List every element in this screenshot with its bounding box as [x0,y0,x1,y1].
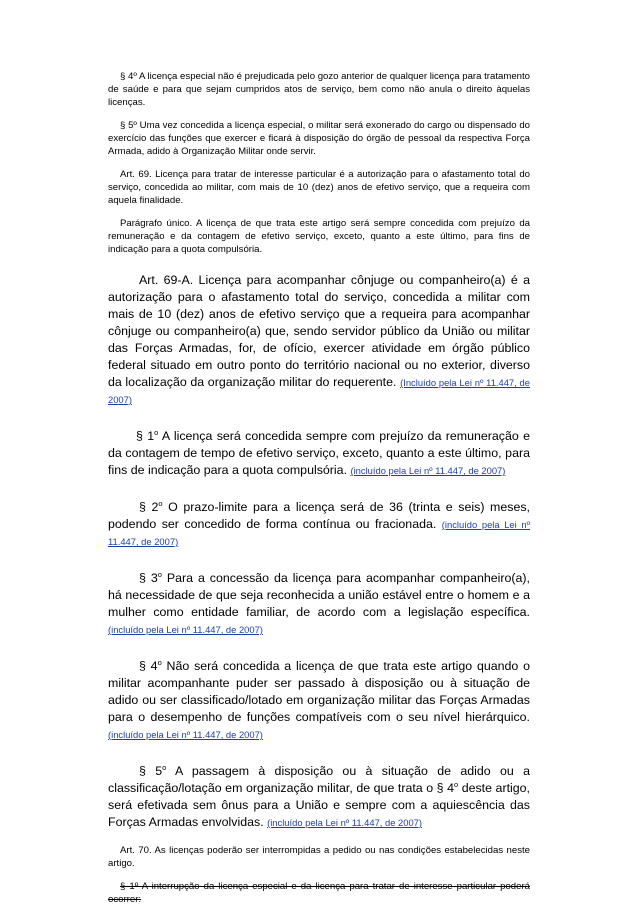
article-69: Art. 69. Licença para tratar de interesse particular é a autorização para o afastamento total do serviço, concedida ao militar, com mais de 10 (dez) anos de efetivo serviço, que a requeira com aquela finalidade. [108,169,530,206]
article-69a-paragraph-5 [108,763,530,831]
paragraph-4-prefix: § 4 [139,659,158,673]
article-69-sole-paragraph: Parágrafo único. A licença de que trata este artigo será sempre concedida com prejuízo da remuneração e da contagem de efetivo serviço, exceto, quanto a este último, para fins de indicação para a quota compulsória. [108,218,530,255]
paragraph-2-ordinal: o [158,499,163,508]
article-69a-paragraph-4 [108,658,530,743]
paragraph-1-law-link[interactable]: (incluído pela Lei nº 11.447, de 2007) [350,465,506,476]
paragraph-1-text: A licença será concedida sempre com prejuízo da remuneração e da contagem de tempo de efetivo serviço, exceto, quanto a este último, para fins de indicação para a quota compulsória. [108,429,530,477]
paragraph-4-ordinal: o [157,658,162,667]
article-69a-text: Art. 69-A. Licença para acompanhar cônjuge ou companheiro(a) é a autorização para o afastamento total do serviço, concedida a militar com mais de 10 (dez) anos de efetivo serviço que a requeira para acompanhar cônjuge ou companheiro(a) que, sendo servidor público da União ou militar das Forças Armadas, for, de ofício, exercer atividade em órgão público federal situado em outro ponto do território nacional ou no exterior, diverso da localização da organização militar do requerente. [108,273,530,389]
article-69a-paragraph-3 [108,570,530,638]
paragraph-2-text: O prazo-limite para a licença será de 36 (trinta e seis) meses, podendo ser concedido de forma contínua ou fracionada. [108,500,530,531]
paragraph-4-licenca-especial: § 4º A licença especial não é prejudicada pelo gozo anterior de qualquer licença para tratamento de saúde e para que sejam cumpridos atos de serviço, bem como não anula o direito àquelas licenças. [108,71,530,108]
paragraph-5-ordinal-ref: o [453,780,459,789]
paragraph-5-text-a: A passagem à disposição ou à situação de adido ou a classificação/lotação em organização militar, de que trata o § 4 [108,764,530,795]
paragraph-5-ordinal: o [162,763,167,772]
article-69a-law-link[interactable]: (Incluído pela Lei nº 11.447, de 2007) [108,377,530,405]
article-69a-paragraph-2 [108,499,530,550]
paragraph-3-law-link[interactable]: (incluído pela Lei nº 11.447, de 2007) [108,624,263,635]
paragraph-4-law-link[interactable]: (incluído pela Lei nº 11.447, de 2007) [108,729,263,740]
paragraph-3-ordinal: o [157,570,162,579]
paragraph-1-ordinal: o [154,428,159,437]
article-70-paragraph-1-revoked: § 1º A interrupção da licença especial e da licença para tratar de interesse particular poderá ocorrer: [108,881,530,905]
paragraph-4-text: Não será concedida a licença de que trata este artigo quando o militar acompanhante puder ser passado à disposição ou à situação de adido ou ser classificado/lotado em organização militar das Forças Armadas para o desempenho de funções compatíveis com o seu nível hierárquico. [108,659,530,724]
paragraph-5-text-b: deste artigo, será efetivada sem ônus para a União e sempre com a aquiescência das Forças Armadas envolvidas. [108,781,530,829]
paragraph-1-prefix: § 1 [136,429,155,443]
paragraph-5-law-link[interactable]: (incluído pela Lei nº 11.447, de 2007) [267,817,423,828]
paragraph-5-prefix: § 5 [139,764,163,778]
article-70: Art. 70. As licenças poderão ser interrompidas a pedido ou nas condições estabelecidas neste artigo. [108,845,530,869]
paragraph-3-text: Para a concessão da licença para acompanhar companheiro(a), há necessidade de que seja reconhecida a união estável entre o homem e a mulher como entidade familiar, de acordo com a legislação específica. [108,571,530,619]
article-69a-paragraph-1 [108,428,530,479]
article-69a [108,272,530,408]
paragraph-3-prefix: § 3 [139,571,158,585]
paragraph-2-law-link[interactable]: (incluído pela Lei nº 11.447, de 2007) [108,519,531,547]
paragraph-2-prefix: § 2 [139,500,159,514]
paragraph-5-licenca-especial: § 5º Uma vez concedida a licença especial, o militar será exonerado do cargo ou dispensado do exercício das funções que exercer e ficará à disposição do órgão de pessoal da respectiva Força Armada, adido à Organização Militar onde servir. [108,120,530,157]
